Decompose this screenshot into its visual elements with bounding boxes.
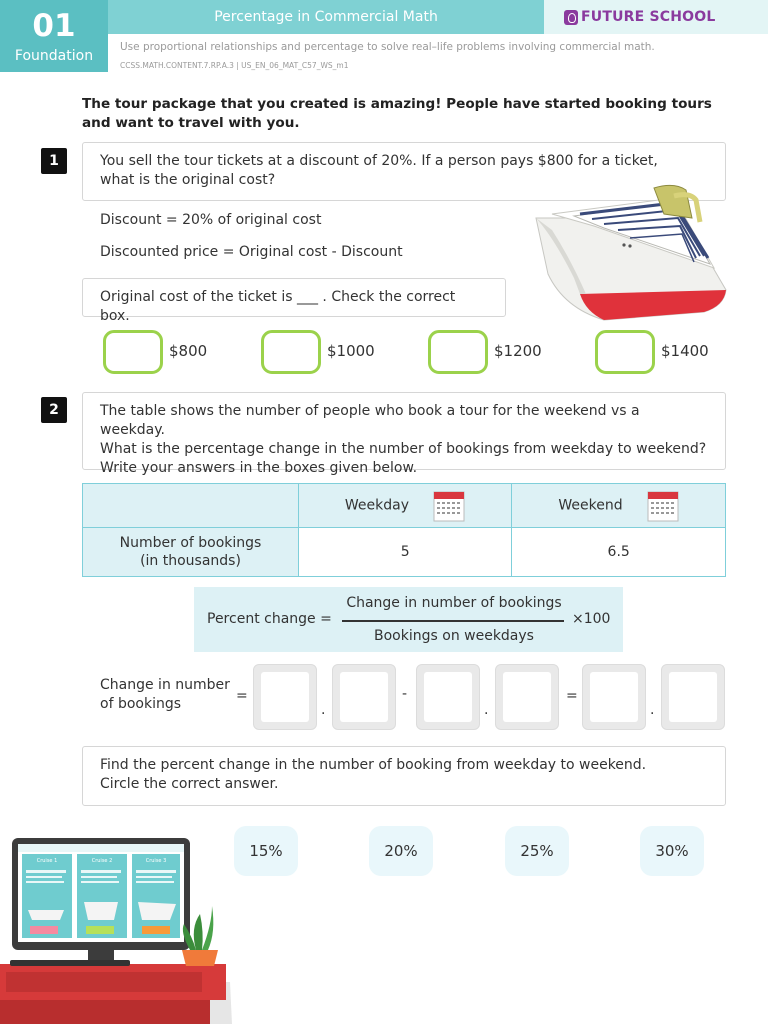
original-cost-prompt — [82, 278, 506, 324]
weekend-header-label: Weekend — [558, 497, 623, 514]
question-1-number: 1 — [41, 148, 67, 174]
bookings-table — [82, 483, 726, 577]
answer-choice-2[interactable]: 20% — [369, 826, 433, 876]
question-1-text-line2: what is the original cost? — [100, 172, 276, 188]
table-header-row — [83, 484, 726, 528]
row-label-cell — [83, 528, 299, 577]
cruise-ship-illustration — [534, 178, 728, 324]
level-badge — [0, 0, 108, 72]
formula-multiplier: ×100 — [572, 611, 611, 627]
decimal-point: . — [321, 702, 326, 718]
checkbox-option-4[interactable] — [595, 330, 655, 374]
table-row — [83, 528, 726, 577]
answer-box-5[interactable] — [582, 664, 646, 730]
option-2-label: $1000 — [327, 342, 375, 360]
level-number: 01 — [32, 8, 76, 44]
option-4-label: $1400 — [661, 342, 709, 360]
circle-prompt-line1: Find the percent change in the number of booking from weekday to weekend. — [100, 757, 647, 773]
intro-text: The tour package that you created is amazing! People have started booking tours and want to travel with you. — [82, 96, 712, 131]
formula-label: Percent change = — [207, 611, 332, 627]
level-name: Foundation — [14, 48, 94, 64]
question-1-text-line1: You sell the tour tickets at a discount of 20%. If a person pays $800 for a ticket, — [100, 153, 658, 169]
row-label-line2: (in thousands) — [140, 553, 241, 569]
screen-tab-cruise-1: Cruise 1 — [36, 858, 58, 864]
question-2-number: 2 — [41, 397, 67, 423]
answer-box-1[interactable] — [253, 664, 317, 730]
weekday-header-label: Weekday — [344, 497, 410, 514]
percent-change-formula — [194, 587, 623, 652]
answer-box-2[interactable] — [332, 664, 396, 730]
circle-answer-prompt — [82, 746, 726, 806]
question-2-text-line3: Write your answers in the boxes given below. — [100, 460, 418, 476]
formula-denominator: Bookings on weekdays — [374, 628, 534, 644]
row-label-line1: Number of bookings — [119, 535, 262, 551]
computer-desk-illustration — [0, 832, 240, 1024]
screen-tab-cruise-2: Cruise 2 — [91, 858, 113, 864]
discount-formula: Discount = 20% of original cost — [100, 212, 322, 228]
option-3-label: $1200 — [494, 342, 542, 360]
option-1-label: $800 — [169, 342, 208, 360]
change-label-line1: Change in number — [100, 677, 230, 693]
brand-bar — [544, 0, 768, 34]
discounted-price-formula: Discounted price = Original cost - Discount — [100, 244, 403, 260]
answer-box-4[interactable] — [495, 664, 559, 730]
checkbox-option-2[interactable] — [261, 330, 321, 374]
weekend-header — [512, 484, 726, 528]
decimal-point: . — [484, 702, 489, 718]
fraction-bar — [342, 620, 564, 622]
brand-name: FUTURE SCHOOL — [581, 9, 716, 25]
formula-numerator: Change in number of bookings — [346, 595, 562, 611]
calendar-icon — [433, 489, 465, 522]
answer-choice-3[interactable]: 25% — [505, 826, 569, 876]
original-cost-prompt-text: Original cost of the ticket is ___ . Check the correct box. — [100, 289, 456, 324]
worksheet-title: Percentage in Commercial Math — [108, 0, 544, 34]
question-2-text-line1: The table shows the number of people who book a tour for the weekend vs a weekday. — [100, 403, 640, 438]
calendar-icon — [647, 489, 679, 522]
answer-choice-4[interactable]: 30% — [640, 826, 704, 876]
worksheet-subtitle: Use proportional relationships and percentage to solve real–life problems involving commercial math. — [120, 41, 655, 53]
screen-tab-cruise-3: Cruise 3 — [145, 858, 167, 864]
weekday-header — [299, 484, 512, 528]
minus-sign: - — [402, 686, 408, 702]
answer-box-6[interactable] — [661, 664, 725, 730]
question-2-text-line2: What is the percentage change in the number of bookings from weekday to weekend? — [100, 441, 707, 457]
equals-sign: = — [236, 688, 248, 704]
change-label-line2: of bookings — [100, 696, 182, 712]
circle-prompt-line2: Circle the correct answer. — [100, 776, 279, 792]
standard-code: CCSS.MATH.CONTENT.7.RP.A.3 | US_EN_06_MAT_C57_WS_m1 — [120, 61, 349, 70]
weekday-value: 5 — [299, 528, 512, 577]
answer-choice-1[interactable]: 15% — [234, 826, 298, 876]
question-2-box — [82, 392, 726, 476]
equals-sign: = — [566, 688, 578, 704]
answer-box-3[interactable] — [416, 664, 480, 730]
future-school-logo-icon — [564, 10, 578, 25]
checkbox-option-1[interactable] — [103, 330, 163, 374]
weekend-value: 6.5 — [512, 528, 726, 577]
table-corner-cell — [83, 484, 299, 528]
checkbox-option-3[interactable] — [428, 330, 488, 374]
decimal-point: . — [650, 702, 655, 718]
